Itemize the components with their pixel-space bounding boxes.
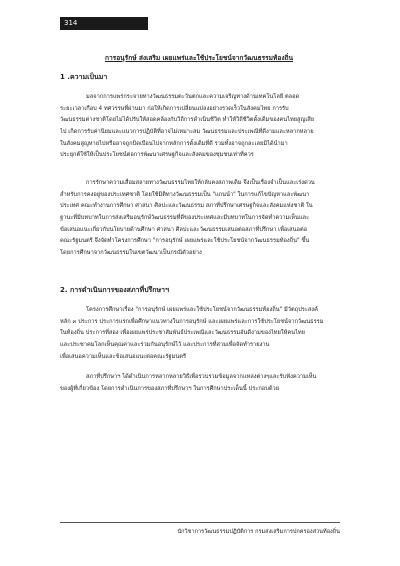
text-line: ประยุกต์ใช้ให้เป็นประโยชน์ต่อการพัฒนาเศรษฐกิจและสังคมของชุมชนเท่าที่ควร: [60, 152, 254, 159]
text-line: คณะรัฐมนตรี จึงจัดทำโครงการศึกษา "การอนุรักษ์ เผยแพร่และใช้ประโยชน์จากวัฒนธรรมท้องถิ่น" ขึ้น: [60, 238, 310, 245]
page-number-badge: 314: [60, 17, 148, 30]
text-line: ฐานะที่มีบทบาทในการส่งเสริมอนุรักษ์วัฒนธรรมที่ดีของประเทศและมีบทบาทในการจัดทำความเห็นและ: [60, 215, 310, 222]
document-title: การอนุรักษ์ ส่งเสริม เผยแพร่และใช้ประโยชน์จากวัฒนธรรมท้องถิ่น: [104, 54, 294, 62]
text-line: ไป เกิดการรับค่านิยมและแนวการปฏิบัติที่อาจไม่เหมาะสม วัฒนธรรมและประเพณีที่ดีงามและหลากหลาย: [60, 129, 314, 136]
text-line: ประเทศ คณะทำงานการศึกษา ศาสนา ศิลปะและวัฒนธรรม สภาที่ปรึกษาเศรษฐกิจและสังคมแห่งชาติ ใน: [60, 203, 313, 210]
text-line: ข้อเสนอแนะเกี่ยวกับนโยบายด้านศึกษา ศาสนา ศิลปะและวัฒนธรรมเสนอต่อสภาที่ปรึกษา เพื่อเสนอต่อ: [60, 226, 308, 233]
text-line: ระยะเวลาเกือบ 4 ทศวรรษที่ผ่านมา ก่อให้เกิดการเปลี่ยนแปลงอย่างรวดเร็วในสังคมไทย การรับ: [60, 105, 289, 112]
footer-affiliation: นักวิชาการวัฒนธรรมปฏิบัติการ กรมส่งเสริมการปกครองส่วนท้องถิ่น: [177, 529, 340, 535]
text-line: ในท้องถิ่น ประการที่สอง เพื่อเผยแพร่ประชาสัมพันธ์ประเพณีและวัฒนธรรมอันดีงามของไทยให้คนไทย: [60, 330, 306, 337]
text-line: การรักษาความเสื่อมสลายทางวัฒนธรรมไทยให้กลับคงสภาพเดิม จึงเป็นเรื่องจำเป็นและเร่งด่วน: [86, 180, 315, 186]
text-line: เพื่อเสนอความเห็นและข้อเสนอแนะต่อคณะรัฐมนตรี: [60, 353, 187, 360]
section-heading-operations: 2. การดำเนินการของสภาที่ปรึกษาฯ: [60, 286, 170, 294]
text-line: โดยการศึกษาจากวัฒนธรรมในเขตวัฒนาเป็นกรณีตัวอย่าง: [60, 250, 202, 257]
paragraph-operations-1: [60, 305, 338, 363]
paragraph-operations-2: [60, 372, 338, 395]
text-line: มลจากการแพร่กระจายทางวัฒนธรรมตะวันตกและความเจริญทางด้านเทคโนโลยี ตลอด: [86, 94, 300, 100]
text-line: สำหรับการคงอยู่ของประเทศชาติ โดยใช้มิติทางวัฒนธรรมเป็น "แกนนำ" ในการแก้ไขปัญหาและพัฒนา: [60, 191, 310, 198]
paragraph-background-2: [60, 178, 338, 260]
section-heading-background: 1 .ความเป็นมา: [60, 73, 108, 81]
text-line: และประชาคมโลกเห็นคุณค่าและร่วมกันอนุรักษ์ไว้ และประการที่สามเพื่อจัดทำรายงาน: [60, 342, 270, 349]
footer-divider: [60, 522, 340, 523]
text-line: โครงการศึกษาเรื่อง "การอนุรักษ์ เผยแพร่และใช้ประโยชน์จากวัฒนธรรมท้องถิ่น" มีวัตถุประสงค์: [86, 307, 318, 313]
paragraph-background-1: [60, 92, 338, 162]
text-line: ของผู้ที่เกี่ยวข้อง โดยการดำเนินการของสภาที่ปรึกษาฯ ในการศึกษาประเด็นนี้ ประกอบด้วย: [60, 385, 280, 392]
text-line: สภาที่ปรึกษาฯ ได้ดำเนินการหลากหลายวิธีเพื่อรวบรวมข้อมูลจากแหล่งต่างๆและรับฟังความเห็น: [86, 374, 317, 380]
text-line: ในสังคมสูญหายไปหรืออาจถูกบิดเบือนไปจากหลักการดั้งเดิมที่ดี รวมทั้งอาจถูกละเลยมิได้นำมา: [60, 140, 288, 147]
text-line: หลัก ๓ ประการ ประการแรกเพื่อศึกษาแนวทางในการอนุรักษ์ และเผยแพร่และการใช้ประโยชน์จากวัฒนธรรม: [60, 318, 324, 325]
text-line: วัฒนธรรมต่างชาติโดยไม่ได้ปรับให้สอดคล้องกับวิถีการดำเนินชีวิต ทำให้วิถีชีวิตดั้งเดิมของคนไทยสูญเสีย: [60, 117, 315, 124]
